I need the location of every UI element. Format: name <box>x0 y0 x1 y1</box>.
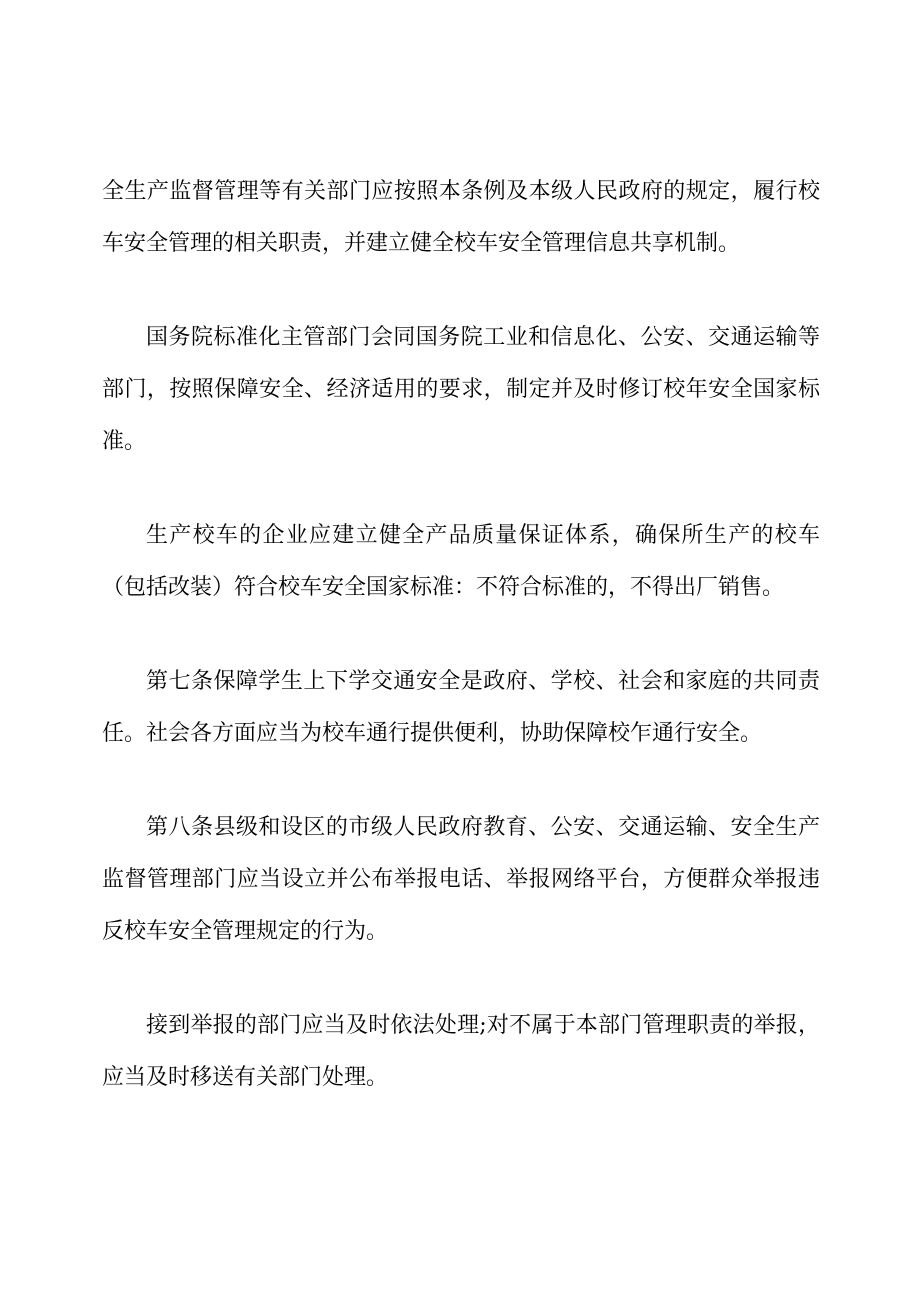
paragraph-4-article-7: 第七条保障学生上下学交通安全是政府、学校、社会和家庭的共同责任。社会各方面应当为校车通行提供便利，协助保障校乍通行安全。 <box>102 669 820 746</box>
paragraph-5-article-8: 第八条县级和设区的市级人民政府教育、公安、交通运输、安全生产监督管理部门应当设立并公布举报电话、举报网络平台，方便群众举报违反校车安全管理规定的行为。 <box>102 815 820 944</box>
paragraph-6: 接到举报的部门应当及时依法处理;对不属于本部门管理职责的举报，应当及时移送有关部门处理。 <box>102 1013 820 1090</box>
document-body <box>102 166 820 1104</box>
paragraph-gap <box>102 958 820 1000</box>
paragraph-1: 全生产监督管理等有关部门应按照本条例及本级人民政府的规定，履行校车安全管理的相关职责，并建立健全校车安全管理信息共享机制。 <box>102 179 820 256</box>
paragraph-3: 生产校车的企业应建立健全产品质量保证体系，确保所生产的校车（包括改装）符合校车安全国家标准：不符合标准的，不得出厂销售。 <box>102 523 820 600</box>
paragraph-2: 国务院标准化主管部门会同国务院工业和信息化、公安、交通运输等部门，按照保障安全、经济适用的要求，制定并及时修订校年安全国家标准。 <box>102 325 820 454</box>
paragraph-gap <box>102 614 820 656</box>
paragraph-gap <box>102 468 820 510</box>
paragraph-gap <box>102 270 820 312</box>
paragraph-gap <box>102 760 820 802</box>
